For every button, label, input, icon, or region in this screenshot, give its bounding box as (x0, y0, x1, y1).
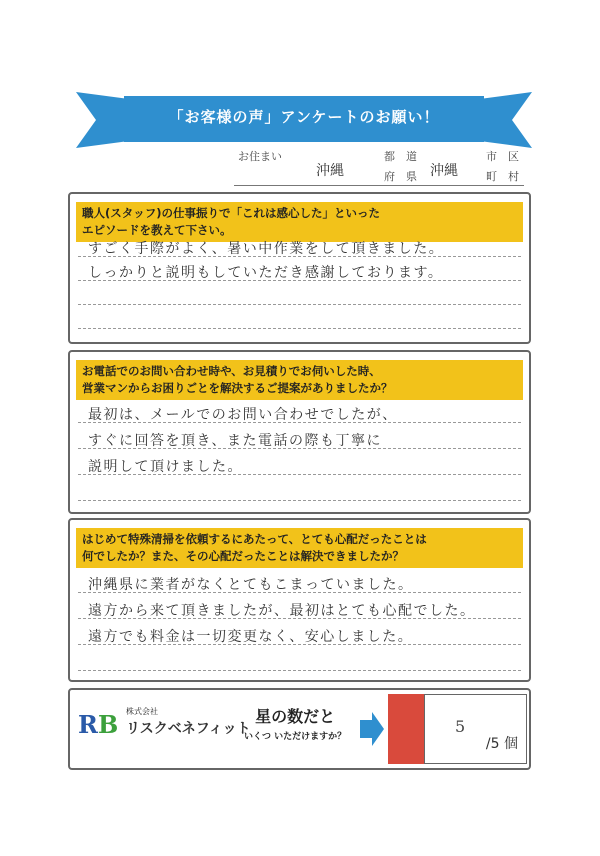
answer-3-line-1: 沖縄県に業者がなくとてもこまっていました。 (88, 577, 414, 593)
answer-1-line-1: すごく手際がよく、暑い中作業をして頂きました。 (88, 241, 445, 257)
address-to-do-label: 都 道 (384, 150, 417, 163)
question-1-line-1: 職人(スタッフ)の仕事振りで「これは感心した」といった (82, 206, 381, 220)
star-question-line-2: いくつ いただけますか？ (244, 732, 347, 742)
address-label: お住まい (238, 150, 282, 163)
rating-marker (388, 694, 424, 764)
address-shi-ku-label: 市 区 (486, 150, 519, 163)
company-prefix: 株式会社 (126, 707, 158, 716)
score-max: /5 個 (485, 736, 518, 752)
company-logo: RB (78, 710, 119, 739)
address-prefecture: 沖縄 (316, 163, 344, 179)
question-2 (76, 360, 523, 400)
answer-1-line-2: しっかりと説明もしていただき感謝しております。 (88, 265, 444, 281)
question-section-2 (68, 350, 531, 514)
star-rating-question (244, 704, 346, 742)
question-section-1 (68, 192, 531, 344)
answer-2-line-2: すぐに回答を頂き、また電話の際も丁寧に (88, 433, 382, 449)
rating-footer (68, 688, 531, 770)
score-box (424, 694, 527, 764)
star-question-line-1: 星の数だと (255, 707, 336, 726)
question-1 (76, 202, 523, 242)
address-fu-ken-label: 府 県 (384, 170, 417, 183)
question-section-3 (68, 518, 531, 682)
address-row (234, 146, 524, 186)
question-2-line-2: 営業マンからお困りごとを解決するご提案がありましたか？ (82, 381, 393, 395)
answer-2-line-3: 説明して頂けました。 (88, 459, 243, 475)
answer-3-line-3: 遠方でも料金は一切変更なく、安心しました。 (88, 629, 414, 645)
address-cho-son-label: 町 村 (486, 170, 519, 183)
question-1-line-2: エピソードを教えて下さい。 (82, 223, 232, 237)
answer-3-line-2: 遠方から来て頂きましたが、最初はとても心配でした。 (88, 603, 476, 619)
score-value: 5 (455, 717, 466, 736)
address-underline (234, 185, 524, 186)
question-3-line-1: はじめて特殊清掃を依頼するにあたって、とても心配だったことは (82, 532, 427, 546)
company-name: リスクベネフィット (126, 721, 251, 737)
page-title: 「お客様の声」アンケートのお願い！ (168, 108, 440, 126)
arrow-right-icon (360, 712, 384, 746)
address-city: 沖縄 (430, 163, 458, 179)
question-3-line-2: 何でしたか？また、その心配だったことは解決できましたか？ (82, 549, 404, 563)
question-2-line-1: お電話でのお問い合わせ時や、お見積りでお伺いした時、 (82, 364, 381, 378)
question-3 (76, 528, 523, 568)
answer-2-line-1: 最初は、メールでのお問い合わせでしたが、 (88, 407, 398, 423)
